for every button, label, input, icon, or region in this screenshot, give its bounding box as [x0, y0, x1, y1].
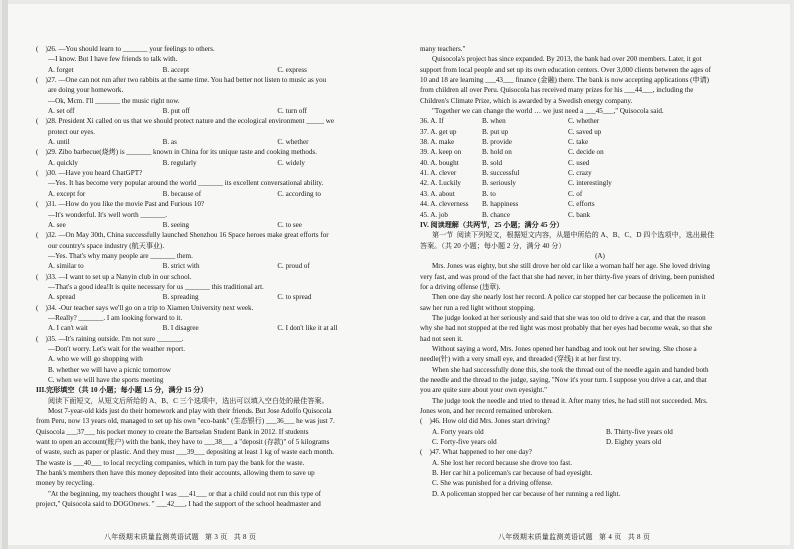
- option-text: 37. A. get up: [420, 127, 457, 136]
- text-line: ( )35. —It's raining outside. I'm not sure _______.: [36, 334, 184, 343]
- option-text: C. according to: [277, 189, 321, 198]
- option-text: C. to see: [277, 220, 302, 229]
- text-line: you are quite sure about your own eyesight.": [420, 386, 548, 395]
- option-text: C. to spread: [277, 293, 312, 302]
- option-row: [420, 210, 780, 220]
- option-text: 38. A. make: [420, 138, 455, 147]
- text-line: had not seen it.: [420, 334, 463, 343]
- option-row: [36, 261, 392, 271]
- option-text: C. used: [568, 158, 590, 167]
- text-line: from Peru, now 13 years old, managed to set up his own "eco-bank" (生态银行) ___36___ he was just 7.: [36, 417, 335, 426]
- text-line: ( )46. How old did Mrs. Jones start driving?: [420, 417, 550, 426]
- text-line: 第一节 阅读下列短文，根据短文内容，从题中所给的 A、B、C、D 四个选项中，选出最佳: [432, 231, 715, 240]
- option-text: C. of: [568, 189, 583, 198]
- option-text: A. forget: [48, 65, 74, 74]
- option-row: [420, 158, 780, 168]
- option-text: 40. A. bought: [420, 158, 459, 167]
- option-text: A. see: [48, 220, 66, 229]
- text-line: A. She lost her record because she drove too fast.: [432, 458, 573, 467]
- text-line: ( )28. President Xi called on us that we should protect nature and the ecological environment _____ we: [36, 117, 335, 126]
- text-line: ( )26. —You should learn to _______ your feelings to others.: [36, 45, 215, 53]
- option-text: A. until: [48, 138, 70, 147]
- text-line: are doing your homework.: [48, 86, 124, 95]
- text-line: The judge looked at her seriously and said that she was too old to drive a car, and that the reason: [432, 313, 706, 322]
- option-text: B. put off: [162, 107, 190, 116]
- option-text: A. spread: [48, 293, 76, 302]
- text-line: When she had successfully done this, she took the thread out of the needle again and handed both: [432, 365, 709, 374]
- option-text: B. strict with: [162, 262, 200, 271]
- option-text: A. set off: [48, 107, 75, 116]
- option-row: [420, 427, 780, 437]
- text-line: B. Her car hit a policeman's car because of bad eyesight.: [432, 469, 593, 478]
- text-line: A. who we will go shopping with: [48, 355, 143, 364]
- text-line: "Together we can change the world … we just need a ___45___," Quisocola said.: [432, 107, 664, 116]
- text-line: for a driving offense (违章).: [420, 282, 501, 291]
- text-line: —It's wonderful. It's well worth _______.: [48, 210, 167, 219]
- option-text: C. take: [568, 138, 589, 147]
- option-row: [36, 137, 392, 147]
- option-text: C. turn off: [277, 107, 307, 116]
- text-line: project," Quisocola said to DOGOnews. " ___42___, I had the support of the school headmaster and: [36, 500, 321, 509]
- text-line: Mrs. Jones was eighty, but she still drove her old car like a woman half her age. She loved driving: [432, 262, 711, 271]
- option-text: B. regularly: [162, 158, 197, 167]
- option-text: B. accept: [162, 65, 190, 74]
- option-text: B. happiness: [482, 200, 519, 209]
- text-line: ( )34. -Our teacher says we'll go on a trip to Xiamen University next week.: [36, 303, 254, 312]
- text-line: from children all over Peru. Quisocola has received many prizes for his ___44___, including the: [420, 86, 694, 95]
- option-text: C. whether: [568, 117, 600, 126]
- text-line: money by recycling.: [36, 479, 95, 488]
- section-heading: IV. 阅读理解（共两节，25 小题；满分 45 分）: [420, 220, 564, 229]
- text-line: Jones won, and her record remained unbroken.: [420, 407, 553, 416]
- text-line: 10 and 18 are learning ___43___ finance (金融) there. The bank is now accepting applications (申请): [420, 76, 710, 85]
- option-text: C. crazy: [568, 169, 592, 178]
- option-row: [36, 65, 392, 75]
- option-text: C. bank: [568, 210, 591, 219]
- option-text: 42. A. Luckily: [420, 179, 461, 188]
- text-line: protect our eyes.: [48, 127, 96, 136]
- text-line: —Yes. That's why many people are _______ them.: [48, 251, 193, 260]
- option-text: C. widely: [277, 158, 305, 167]
- text-line: —I know. But I have few friends to talk with.: [48, 55, 178, 64]
- option-row: [36, 158, 392, 168]
- text-line: The judge took the needle and tried to thread it. After many tries, he had still not succeeded. Mrs.: [432, 396, 708, 405]
- text-line: —Don't worry. Let's wait for the weather report.: [48, 344, 186, 353]
- option-row: [420, 178, 780, 188]
- option-text: B. seriously: [482, 179, 516, 188]
- section-heading: III.完形填空（共 10 小题；每小题 1.5 分，满分 15 分）: [36, 386, 208, 395]
- option-row: [420, 137, 780, 147]
- option-row: [36, 292, 392, 302]
- text-line: "At the beginning, my teachers thought I was ___41___ or that a child could not run this type of: [48, 489, 321, 498]
- option-text: B. Thirty-five years old: [606, 427, 673, 436]
- option-row: [420, 127, 780, 137]
- text-line: our country's space industry (航天事业).: [48, 241, 165, 250]
- text-line: ( )27. —One can not run after two rabbits at the same time. You had better not listen to music as you: [36, 76, 327, 85]
- option-text: B. chance: [482, 210, 510, 219]
- option-text: C. proud of: [277, 262, 310, 271]
- option-row: [36, 220, 392, 230]
- option-text: A. similar to: [48, 262, 84, 271]
- option-text: A. except for: [48, 189, 86, 198]
- text-line: support from local people and set up its own education centers. Over 3,000 clients between the ages of: [420, 65, 711, 74]
- text-line: Quisocola's project has since expanded. By 2013, the bank had over 200 members. Later, it got: [432, 55, 702, 64]
- exam-sheet: [8, 4, 790, 545]
- option-text: A. I can't wait: [48, 324, 88, 333]
- text-line: ( )30. —Have you heard ChatGPT?: [36, 169, 143, 178]
- text-line: —That's a good idea!It is quite necessary for us _______ this traditional art.: [48, 282, 264, 291]
- option-text: 44. A. cleverness: [420, 200, 469, 209]
- text-line: The bank's members then have this money deposited into their accounts, allowing them to save up: [36, 469, 315, 478]
- option-text: 36. A. If: [420, 117, 444, 126]
- text-line: ( )33. —I want to set up a Nanyin club in our school.: [36, 272, 192, 281]
- text-line: Most 7-year-old kids just do their homework and play with their friends. But Jose Adolfo Quisocola: [48, 407, 332, 416]
- text-line: —Yes. It has become very popular around the world _______ its excellent conversational ability.: [48, 179, 324, 188]
- text-line: ( )31. —How do you like the movie Past and Furious 10?: [36, 200, 205, 209]
- option-text: B. provide: [482, 138, 512, 147]
- text-line: Then one day she nearly lost her record. A police car stopped her car because the policemen in it: [432, 293, 706, 302]
- option-text: C. decide on: [568, 148, 604, 157]
- option-text: B. hold on: [482, 148, 512, 157]
- option-row: [420, 437, 780, 447]
- option-text: C. I don't like it at all: [277, 324, 338, 333]
- text-line: 答案。（共 20 小题；每小题 2 分，满分 40 分）: [420, 241, 566, 250]
- text-line: very fast, and was proud of the fact that she had never, in her thirty-five years of driving, been punished: [420, 272, 715, 281]
- option-text: C. efforts: [568, 200, 595, 209]
- text-line: why she had not stopped at the red light was most probably that her eyes had become weak, so that she: [420, 324, 713, 333]
- option-text: A. quickly: [48, 158, 78, 167]
- text-line: the needle and the thread to the judge, saying, "Now it's your turn. I suppose you drive a car, and that: [420, 376, 707, 384]
- footer-page-4: 八年级期末质量监测英语试题 第 4 页 共 8 页: [498, 533, 651, 541]
- option-row: [36, 106, 392, 116]
- text-line: ( )32. —On May 30th, China successfully launched Shenzhou 16 Space heroes make great efforts for: [36, 231, 329, 240]
- option-row: [36, 189, 392, 199]
- text-line: —Ok, Mcm. I'll _______ the music right now.: [48, 96, 180, 105]
- option-text: D. Eighty years old: [606, 438, 662, 447]
- text-line: saw her run a red light without stopping.: [420, 303, 536, 312]
- option-row: [420, 189, 780, 199]
- text-line: 阅读下面短文，从短文后所给的 A、B、C 三个选项中，选出可以填入空白处的最佳答案。: [48, 396, 329, 405]
- text-line: of waste, such as paper or plastic. And they must ___39___ depositing at least 1 kg of waste each month.: [36, 448, 334, 457]
- text-line: C. She was punished for a driving offense.: [432, 479, 553, 488]
- option-row: [420, 116, 780, 126]
- text-line: Children's Climate Prize, which is awarded by a Swedish energy company.: [420, 96, 633, 105]
- option-text: C. interestingly: [568, 179, 612, 188]
- option-text: B. successful: [482, 169, 520, 178]
- text-line: B. whether we will have a picnic tomorrow: [48, 365, 171, 374]
- option-text: B. to: [482, 189, 496, 198]
- option-text: B. spreading: [162, 293, 199, 302]
- option-text: C. Forty-five years old: [432, 438, 497, 447]
- option-text: A. Forty years old: [432, 427, 484, 436]
- option-row: [420, 147, 780, 157]
- left-column: [36, 44, 392, 509]
- option-text: 45. A. job: [420, 210, 448, 219]
- text-line: D. A policeman stopped her car because of her running a red light.: [432, 489, 621, 498]
- option-text: B. put up: [482, 127, 509, 136]
- option-text: 39. A. keep on: [420, 148, 462, 157]
- option-text: C. saved up: [568, 127, 602, 136]
- footer-page-3: 八年级期末质量监测英语试题 第 3 页 共 8 页: [104, 533, 257, 541]
- option-row: [36, 323, 392, 333]
- option-text: 41. A. clever: [420, 169, 457, 178]
- option-text: B. I disagree: [162, 324, 199, 333]
- text-line: Without saying a word, Mrs. Jones opened her handbag and took out her sewing. She chose a: [432, 344, 697, 353]
- text-line: needle(针) with a very small eye, and threaded (穿线) it at her first try.: [420, 355, 622, 364]
- text-line: C. when we will have the sports meeting: [48, 376, 164, 384]
- option-row: [420, 168, 780, 178]
- text-line: want to open an account(账户) with the bank, they have to ___38___ a "deposit (存款)" of 5 kilograms: [36, 438, 330, 447]
- text-line: ( )29. Zibo barbecue(烧烤) is _______ known in China for its unique taste and cooking methods.: [36, 148, 317, 157]
- option-text: B. sold: [482, 158, 503, 167]
- option-text: B. seeing: [162, 220, 190, 229]
- option-text: B. because of: [162, 189, 202, 198]
- option-text: B. when: [482, 117, 506, 126]
- text-line: The waste is ___40___ to local recycling companies, which in turn pay the bank for the waste.: [36, 458, 305, 467]
- text-line: —Really? _______. I am looking forward to it.: [48, 313, 183, 322]
- option-text: C. whether: [277, 138, 309, 147]
- text-line: Quisocola ___37___ his pocket money to create the Bartselan Student Bank in 2012. If students: [36, 427, 309, 436]
- option-text: C. express: [277, 65, 307, 74]
- text-line: (A): [595, 251, 605, 260]
- text-line: many teachers.": [420, 45, 466, 53]
- option-text: B. as: [162, 138, 177, 147]
- text-line: ( )47. What happened to her one day?: [420, 448, 532, 457]
- option-text: 43. A. about: [420, 189, 455, 198]
- option-row: [420, 199, 780, 209]
- right-column: [420, 44, 780, 499]
